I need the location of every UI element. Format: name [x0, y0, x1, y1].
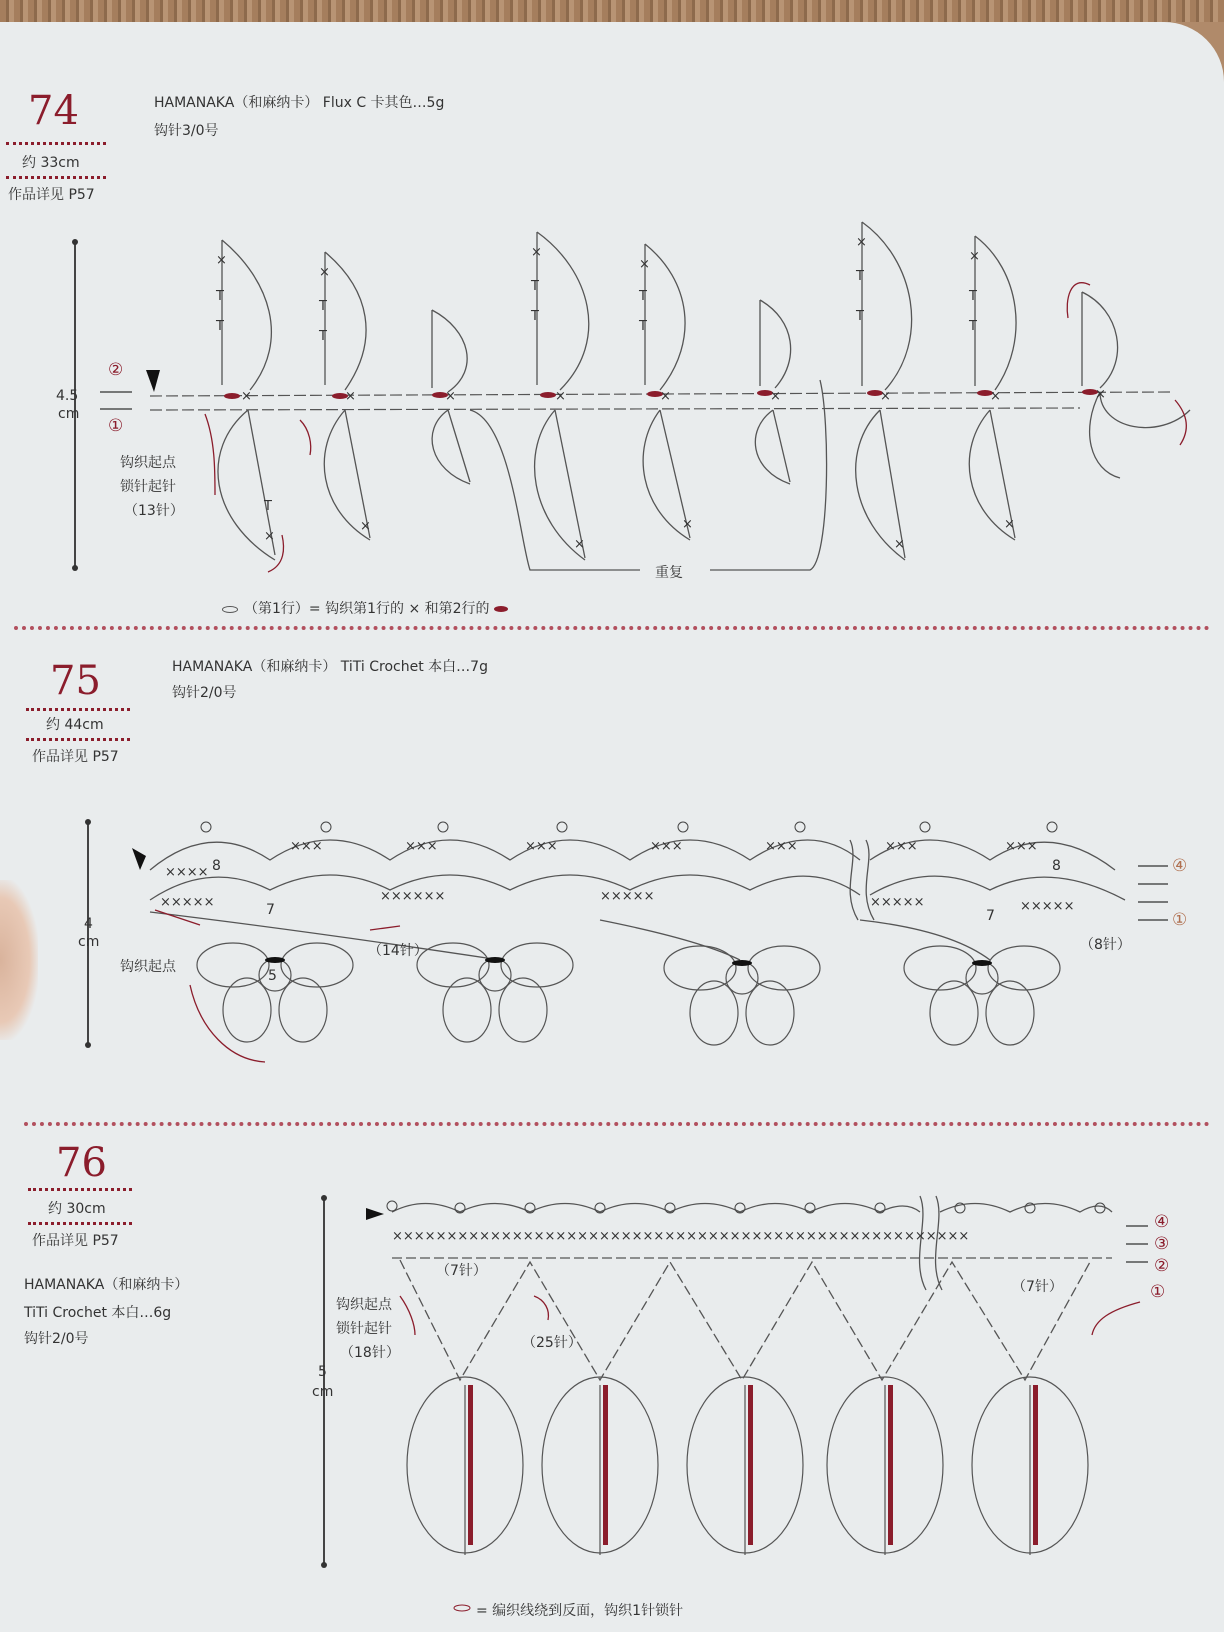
svg-text:×: ×	[856, 235, 867, 250]
svg-text:××××: ××××	[165, 865, 209, 880]
thumb-photo-edge	[0, 880, 38, 1040]
leaf-motifs	[407, 1377, 1088, 1555]
hook-info: 钩针2/0号	[24, 1331, 89, 1347]
row-4-label: ④	[1172, 856, 1188, 876]
row-number: 8	[212, 858, 221, 874]
foundation-label: 锁针起针	[336, 1321, 392, 1337]
height-unit: cm	[58, 406, 80, 422]
svg-text:×××: ×××	[405, 839, 438, 854]
svg-text:T: T	[531, 309, 539, 324]
height-unit: cm	[78, 934, 100, 950]
svg-text:××××××: ××××××	[380, 889, 446, 904]
svg-text:T: T	[531, 279, 539, 294]
chain-count-label: （8针）	[1080, 937, 1131, 953]
svg-text:×××: ×××	[290, 839, 323, 854]
row-number: 7	[266, 902, 275, 918]
row-1-label: ①	[108, 416, 124, 436]
start-label: 钩织起点	[120, 959, 176, 975]
page-reference: 作品详见 P57	[8, 187, 95, 203]
svg-text:×: ×	[555, 389, 566, 404]
row-1-label: ①	[1150, 1282, 1166, 1302]
row-1-label: ①	[1172, 910, 1188, 930]
chain-count-label: （13针）	[124, 503, 184, 519]
svg-text:×: ×	[990, 389, 1001, 404]
pattern-number-75: 75	[50, 658, 101, 704]
row-2-label: ②	[108, 360, 124, 380]
row-arrows	[1126, 1226, 1148, 1262]
svg-text:×: ×	[216, 253, 227, 268]
foundation-label: 锁针起针	[120, 479, 176, 495]
yarn-info: TiTi Crochet 本白…6g	[24, 1305, 172, 1321]
legend-symbol	[454, 1605, 470, 1611]
svg-text:×××: ×××	[885, 839, 918, 854]
row-4-label: ④	[1154, 1212, 1170, 1232]
svg-text:×: ×	[1004, 517, 1015, 532]
svg-text:×××××: ×××××	[160, 895, 215, 910]
yarn-info: HAMANAKA（和麻纳卡） TiTi Crochet 本白…7g	[172, 659, 488, 675]
svg-text:T: T	[264, 499, 272, 514]
yarn-brand: HAMANAKA（和麻纳卡）	[24, 1277, 189, 1293]
height-value: 4.5	[56, 388, 79, 404]
svg-text:×: ×	[639, 257, 650, 272]
height-unit: cm	[312, 1384, 334, 1400]
chain-count-label: （7针）	[436, 1263, 487, 1279]
repeat-label: 重复	[655, 565, 683, 581]
svg-text:T: T	[319, 329, 327, 344]
zigzag-chains	[400, 1260, 1090, 1380]
length-label: 约 30cm	[48, 1201, 106, 1217]
svg-text:×: ×	[682, 517, 693, 532]
svg-text:T: T	[856, 309, 864, 324]
page-reference: 作品详见 P57	[32, 1233, 119, 1249]
pattern-number-74: 74	[28, 88, 79, 134]
chain-count-label: （14针）	[368, 943, 428, 959]
svg-text:×: ×	[969, 249, 980, 264]
hook-info: 钩针3/0号	[154, 123, 219, 139]
length-label: 约 44cm	[46, 717, 104, 733]
page-reference: 作品详见 P57	[32, 749, 119, 765]
svg-text:×: ×	[360, 519, 371, 534]
row-2-label: ②	[1154, 1256, 1170, 1276]
height-value: 4	[84, 916, 93, 932]
svg-text:T: T	[856, 269, 864, 284]
svg-text:T: T	[216, 319, 224, 334]
svg-text:×××: ×××	[765, 839, 798, 854]
svg-text:×: ×	[445, 389, 456, 404]
svg-text:T: T	[969, 289, 977, 304]
start-label: 钩织起点	[120, 455, 176, 471]
svg-text:×××××: ×××××	[600, 889, 655, 904]
svg-text:×: ×	[319, 265, 330, 280]
svg-text:×××: ×××	[525, 839, 558, 854]
svg-text:×××××: ×××××	[870, 895, 925, 910]
row-3-label: ③	[1154, 1234, 1170, 1254]
svg-text:T: T	[969, 319, 977, 334]
svg-text:×: ×	[531, 245, 542, 260]
svg-text:×: ×	[660, 389, 671, 404]
row-number: 7	[986, 908, 995, 924]
height-value: 5	[318, 1364, 327, 1380]
chain-count-label: （7针）	[1012, 1279, 1063, 1295]
hook-info: 钩针2/0号	[172, 685, 237, 701]
yarn-info: HAMANAKA（和麻纳卡） Flux C 卡其色…5g	[154, 95, 445, 111]
svg-text:×××××: ×××××	[1020, 899, 1075, 914]
svg-text:×: ×	[574, 537, 585, 552]
svg-text:T: T	[639, 319, 647, 334]
start-marker-icon	[366, 1208, 384, 1220]
row-number: 8	[1052, 858, 1061, 874]
chain-count-label: （25针）	[522, 1335, 582, 1351]
svg-text:××××××××××××××××××××××××××××××: ×××××××××××××××××××××××××××××××××××××××××××××××××××××	[392, 1229, 970, 1244]
round-number: 5	[268, 968, 277, 984]
chain-count-label: （18针）	[340, 1345, 400, 1361]
svg-text:×: ×	[264, 529, 275, 544]
legend-note-text: （第1行）= 钩织第1行的 × 和第2行的	[244, 601, 490, 617]
stitch-symbols	[392, 1229, 969, 1244]
svg-text:×: ×	[894, 537, 905, 552]
svg-text:×: ×	[770, 389, 781, 404]
direction-arrows	[400, 1296, 1140, 1335]
start-label: 钩织起点	[336, 1297, 392, 1313]
svg-text:×: ×	[241, 389, 252, 404]
svg-text:×××: ×××	[650, 839, 683, 854]
pattern-number-76: 76	[56, 1140, 107, 1186]
leaf-center-marks	[468, 1385, 1038, 1545]
svg-text:×: ×	[880, 389, 891, 404]
svg-text:T: T	[639, 289, 647, 304]
svg-text:T: T	[216, 289, 224, 304]
length-label: 约 33cm	[22, 155, 80, 171]
svg-text:T: T	[319, 299, 327, 314]
svg-text:×: ×	[345, 389, 356, 404]
svg-text:×××: ×××	[1005, 839, 1038, 854]
svg-text:×: ×	[1095, 387, 1106, 402]
legend-note: = 编织线绕到反面，钩织1针锁针	[476, 1603, 684, 1619]
